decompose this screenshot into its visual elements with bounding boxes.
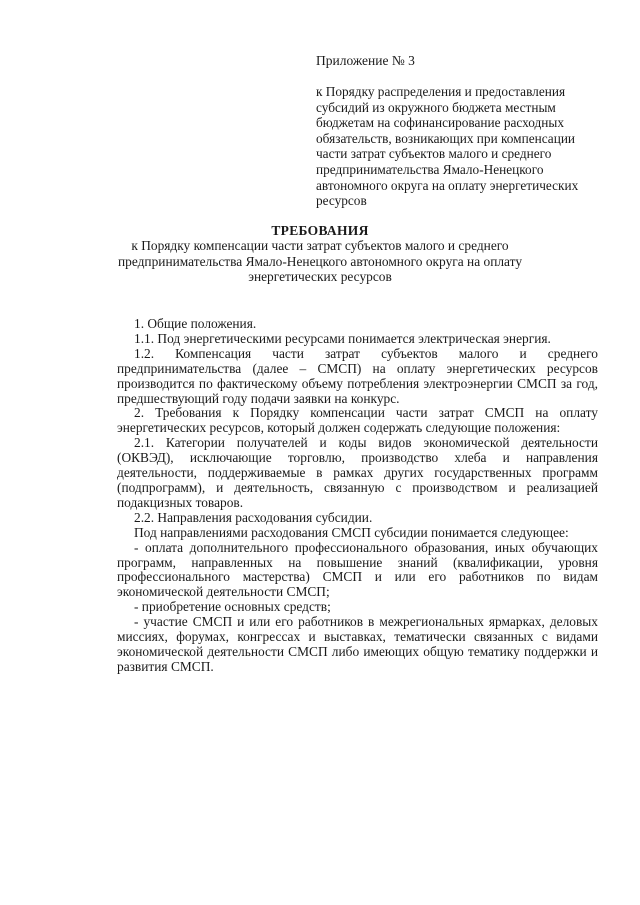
appendix-reference: к Порядку распределения и предоставления субсидий из окружного бюджета местным бюджетам на софинансирование расходных обязательств, возникающих при компенсации части затрат субъектов малого и среднего предпринимательства Ямало-Ненецкого автономного округа на оплату энергетических ресурсов <box>316 84 579 209</box>
list-item-education: - оплата дополнительного профессионального образования, иных обучающих программ, направленных на повышение знаний (квалификации, уровня профессионального мастерства) СМСП и или его работников по видам экономической деятельности СМСП; <box>117 539 598 600</box>
document-subtitle: к Порядку компенсации части затрат субъектов малого и среднего предпринимательства Ямало-Ненецкого автономного округа на оплату энергетических ресурсов <box>117 238 523 285</box>
clause-1-1: 1.1. Под энергетическими ресурсами понимается электрическая энергия. <box>134 330 551 346</box>
list-item-fairs-participation: - участие СМСП и или его работников в межрегиональных ярмарках, деловых миссиях, форумах, конгрессах и выставках, тематически связанных с видами экономической деятельности СМСП либо имеющих общую тематику поддержки и развития СМСП. <box>117 614 598 674</box>
section-1-heading: 1. Общие положения. <box>134 316 257 331</box>
appendix-label: Приложение № 3 <box>316 53 415 68</box>
clause-2-1: 2.1. Категории получателей и коды видов экономической деятельности (ОКВЭД), исключающие торговлю, производство хлеба и направления деятельности, поддерживаемые в рамках других государственных программ (подпрограмм), и деятельность, связанную с производством и реализацией подакцизных товаров. <box>117 435 598 510</box>
document-body <box>117 317 598 675</box>
section-2-heading: 2. Требования к Порядку компенсации части затрат СМСП на оплату энергетических ресурсов, который должен содержать следующие положения: <box>117 405 598 436</box>
list-item-fixed-assets: - приобретение основных средств; <box>134 599 331 615</box>
expense-directions-intro: Под направлениями расходования СМСП субсидии понимается следующее: <box>134 524 569 540</box>
clause-2-2: 2.2. Направления расходования субсидии. <box>134 509 373 525</box>
clause-1-2: 1.2. Компенсация части затрат субъектов малого и среднего предпринимательства (далее – СМСП) на оплату энергетических ресурсов производится по фактическому объему потребления электроэнергии СМСП за год, предшествующий году подачи заявки на конкурс. <box>117 345 598 406</box>
document-title: ТРЕБОВАНИЯ <box>271 223 369 238</box>
